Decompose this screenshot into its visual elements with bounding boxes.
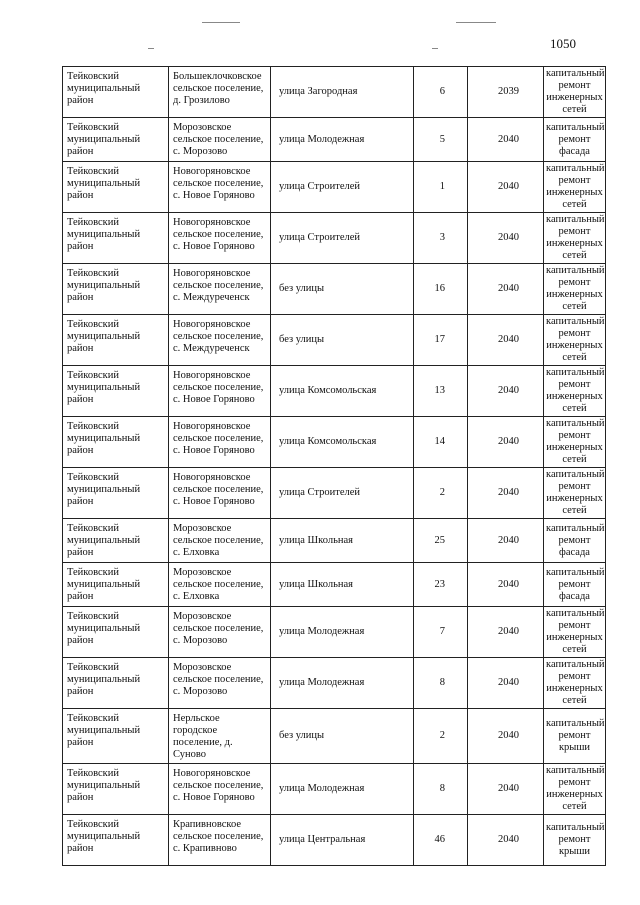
street-cell: улица Строителей: [271, 213, 414, 264]
work-type-cell: капитальный ремонт фасада: [544, 563, 606, 607]
table-row: [63, 468, 606, 519]
house-number-cell: 16: [414, 264, 468, 315]
year-cell: 2040: [468, 417, 544, 468]
work-type-cell: капитальный ремонт инженерных сетей: [544, 417, 606, 468]
scan-artifact-line: [148, 48, 154, 49]
year-cell: 2040: [468, 764, 544, 815]
housing-repair-table: [62, 66, 606, 866]
table-row: [63, 815, 606, 866]
district-cell: Тейковский муниципальный район: [63, 815, 169, 866]
year-cell: 2040: [468, 658, 544, 709]
work-type-cell: капитальный ремонт инженерных сетей: [544, 607, 606, 658]
settlement-cell: Новогоряновское сельское поселение, с. Новое Горяново: [169, 417, 271, 468]
table-row: [63, 764, 606, 815]
house-number-cell: 17: [414, 315, 468, 366]
year-cell: 2039: [468, 67, 544, 118]
street-cell: без улицы: [271, 315, 414, 366]
street-cell: улица Молодежная: [271, 658, 414, 709]
settlement-cell: Крапивновское сельское поселение, с. Крапивново: [169, 815, 271, 866]
settlement-cell: Морозовское сельское поселение, с. Морозово: [169, 607, 271, 658]
district-cell: Тейковский муниципальный район: [63, 519, 169, 563]
street-cell: улица Молодежная: [271, 764, 414, 815]
district-cell: Тейковский муниципальный район: [63, 607, 169, 658]
district-cell: Тейковский муниципальный район: [63, 563, 169, 607]
settlement-cell: Морозовское сельское поселение, с. Морозово: [169, 658, 271, 709]
table-row: [63, 118, 606, 162]
table-body: [63, 67, 606, 866]
house-number-cell: 5: [414, 118, 468, 162]
district-cell: Тейковский муниципальный район: [63, 67, 169, 118]
district-cell: Тейковский муниципальный район: [63, 118, 169, 162]
street-cell: без улицы: [271, 264, 414, 315]
house-number-cell: 46: [414, 815, 468, 866]
work-type-cell: капитальный ремонт инженерных сетей: [544, 366, 606, 417]
year-cell: 2040: [468, 815, 544, 866]
year-cell: 2040: [468, 468, 544, 519]
house-number-cell: 2: [414, 709, 468, 764]
settlement-cell: Новогоряновское сельское поселение, с. Новое Горяново: [169, 468, 271, 519]
scan-artifact-line: [202, 22, 240, 23]
year-cell: 2040: [468, 213, 544, 264]
table-row: [63, 563, 606, 607]
year-cell: 2040: [468, 366, 544, 417]
table-row: [63, 366, 606, 417]
street-cell: улица Комсомольская: [271, 366, 414, 417]
work-type-cell: капитальный ремонт инженерных сетей: [544, 67, 606, 118]
district-cell: Тейковский муниципальный район: [63, 366, 169, 417]
settlement-cell: Новогоряновское сельское поселение, с. Новое Горяново: [169, 366, 271, 417]
year-cell: 2040: [468, 315, 544, 366]
work-type-cell: капитальный ремонт инженерных сетей: [544, 468, 606, 519]
table-row: [63, 315, 606, 366]
work-type-cell: капитальный ремонт фасада: [544, 519, 606, 563]
table-row: [63, 162, 606, 213]
district-cell: Тейковский муниципальный район: [63, 417, 169, 468]
street-cell: улица Комсомольская: [271, 417, 414, 468]
year-cell: 2040: [468, 709, 544, 764]
table-row: [63, 417, 606, 468]
house-number-cell: 8: [414, 764, 468, 815]
work-type-cell: капитальный ремонт инженерных сетей: [544, 764, 606, 815]
street-cell: улица Строителей: [271, 162, 414, 213]
settlement-cell: Новогоряновское сельское поселение, с. Новое Горяново: [169, 764, 271, 815]
district-cell: Тейковский муниципальный район: [63, 264, 169, 315]
table-row: [63, 264, 606, 315]
settlement-cell: Морозовское сельское поселение, с. Елховка: [169, 563, 271, 607]
year-cell: 2040: [468, 118, 544, 162]
year-cell: 2040: [468, 264, 544, 315]
street-cell: без улицы: [271, 709, 414, 764]
table-row: [63, 709, 606, 764]
settlement-cell: Большеклочковское сельское поселение, д. Грозилово: [169, 67, 271, 118]
house-number-cell: 8: [414, 658, 468, 709]
house-number-cell: 6: [414, 67, 468, 118]
work-type-cell: капитальный ремонт инженерных сетей: [544, 264, 606, 315]
year-cell: 2040: [468, 563, 544, 607]
table-row: [63, 213, 606, 264]
house-number-cell: 3: [414, 213, 468, 264]
page-number: 1050: [550, 36, 576, 51]
district-cell: Тейковский муниципальный район: [63, 213, 169, 264]
district-cell: Тейковский муниципальный район: [63, 764, 169, 815]
district-cell: Тейковский муниципальный район: [63, 468, 169, 519]
settlement-cell: Морозовское сельское поселение, с. Елховка: [169, 519, 271, 563]
house-number-cell: 25: [414, 519, 468, 563]
scan-artifact-line: [432, 48, 438, 49]
settlement-cell: Новогоряновское сельское поселение, с. Новое Горяново: [169, 213, 271, 264]
street-cell: улица Школьная: [271, 519, 414, 563]
table-row: [63, 67, 606, 118]
work-type-cell: капитальный ремонт инженерных сетей: [544, 213, 606, 264]
district-cell: Тейковский муниципальный район: [63, 162, 169, 213]
settlement-cell: Морозовское сельское поселение, с. Морозово: [169, 118, 271, 162]
table-row: [63, 658, 606, 709]
street-cell: улица Центральная: [271, 815, 414, 866]
settlement-cell: Новогоряновское сельское поселение, с. Междуреченск: [169, 264, 271, 315]
year-cell: 2040: [468, 519, 544, 563]
street-cell: улица Строителей: [271, 468, 414, 519]
work-type-cell: капитальный ремонт крыши: [544, 815, 606, 866]
work-type-cell: капитальный ремонт инженерных сетей: [544, 162, 606, 213]
settlement-cell: Нерльское городское поселение, д. Суново: [169, 709, 271, 764]
year-cell: 2040: [468, 162, 544, 213]
settlement-cell: Новогоряновское сельское поселение, с. Новое Горяново: [169, 162, 271, 213]
street-cell: улица Загородная: [271, 67, 414, 118]
house-number-cell: 2: [414, 468, 468, 519]
year-cell: 2040: [468, 607, 544, 658]
house-number-cell: 7: [414, 607, 468, 658]
settlement-cell: Новогоряновское сельское поселение, с. Междуреченск: [169, 315, 271, 366]
street-cell: улица Молодежная: [271, 118, 414, 162]
house-number-cell: 13: [414, 366, 468, 417]
work-type-cell: капитальный ремонт инженерных сетей: [544, 658, 606, 709]
work-type-cell: капитальный ремонт крыши: [544, 709, 606, 764]
table-row: [63, 519, 606, 563]
scan-artifact-line: [456, 22, 496, 23]
table-row: [63, 607, 606, 658]
street-cell: улица Школьная: [271, 563, 414, 607]
street-cell: улица Молодежная: [271, 607, 414, 658]
district-cell: Тейковский муниципальный район: [63, 315, 169, 366]
house-number-cell: 23: [414, 563, 468, 607]
work-type-cell: капитальный ремонт инженерных сетей: [544, 315, 606, 366]
district-cell: Тейковский муниципальный район: [63, 658, 169, 709]
house-number-cell: 14: [414, 417, 468, 468]
house-number-cell: 1: [414, 162, 468, 213]
work-type-cell: капитальный ремонт фасада: [544, 118, 606, 162]
district-cell: Тейковский муниципальный район: [63, 709, 169, 764]
